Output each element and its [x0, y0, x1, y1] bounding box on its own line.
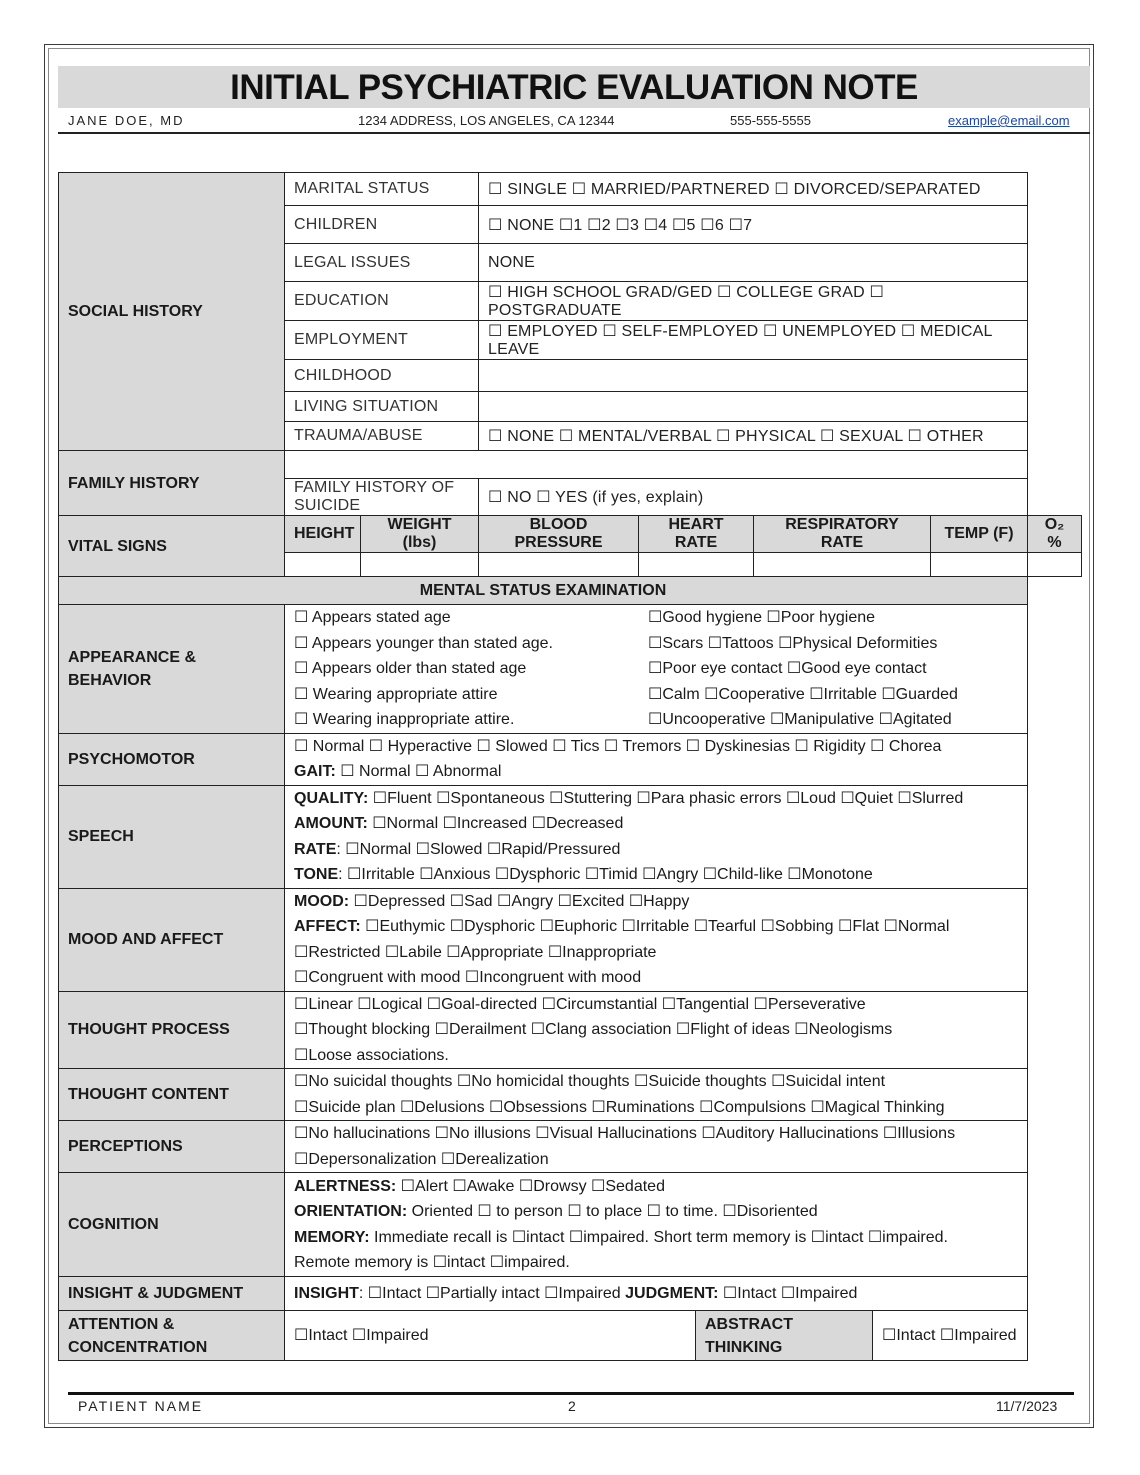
mood-label: MOOD: — [294, 892, 350, 910]
vital-header-hr: HEART RATE — [639, 516, 754, 553]
speech-rate-label: RATE — [294, 840, 337, 858]
speech-tone-label: TONE — [294, 866, 339, 883]
thought-content-label: THOUGHT CONTENT — [59, 1069, 285, 1121]
mse-row-perceptions — [59, 1121, 1082, 1173]
thought-process-line-2[interactable]: ☐Thought blocking ☐Derailment ☐Clang association ☐Flight of ideas ☐Neologisms — [294, 1021, 893, 1038]
appearance-right-3[interactable]: ☐Poor eye contact ☐Good eye contact — [648, 660, 927, 677]
gait-options[interactable]: ☐ Normal ☐ Abnormal — [335, 763, 502, 780]
thought-process-line-3[interactable]: ☐Loose associations. — [294, 1046, 449, 1064]
vitals-header-row — [59, 516, 1082, 553]
mse-row-thought-process — [59, 991, 1082, 1069]
header-divider — [58, 132, 1090, 134]
field-trauma-abuse: TRAUMA/ABUSE — [285, 422, 479, 451]
options-children[interactable]: ☐ NONE ☐1 ☐2 ☐3 ☐4 ☐5 ☐6 ☐7 — [479, 206, 1028, 244]
alertness-label: ALERTNESS: — [294, 1177, 397, 1195]
mse-row-thought-content — [59, 1069, 1082, 1121]
vital-signs-label: VITAL SIGNS — [59, 516, 285, 577]
appearance-left-2[interactable]: ☐ Appears younger than stated age. — [294, 634, 553, 652]
mood-options[interactable]: ☐Depressed ☐Sad ☐Angry ☐Excited ☐Happy — [349, 892, 690, 910]
psychomotor-label: PSYCHOMOTOR — [59, 733, 285, 785]
cognition-options[interactable] — [285, 1173, 1028, 1277]
mse-row-cognition — [59, 1173, 1082, 1277]
doctor-email-link[interactable]: example@email.com — [948, 113, 1070, 128]
mse-row-psychomotor — [59, 733, 1082, 785]
insight-judgment-label: INSIGHT & JUDGMENT — [59, 1277, 285, 1311]
thought-content-line-1[interactable]: ☐No suicidal thoughts ☐No homicidal thoughts ☐Suicide thoughts ☐Suicidal intent — [294, 1073, 886, 1090]
speech-rate-line[interactable] — [294, 837, 1018, 863]
attention-options[interactable]: ☐Intact ☐Impaired — [285, 1311, 696, 1361]
options-marital-status[interactable]: ☐ SINGLE ☐ MARRIED/PARTNERED ☐ DIVORCED/SEPARATED — [479, 173, 1028, 206]
field-education: EDUCATION — [285, 282, 479, 321]
thought-process-options[interactable] — [285, 991, 1028, 1069]
judgment-label: JUDGMENT: — [625, 1284, 719, 1302]
speech-quality-label: QUALITY: — [294, 789, 369, 807]
evaluation-form-table — [58, 172, 1082, 1361]
value-legal-issues[interactable]: NONE — [479, 244, 1028, 282]
footer-page-number: 2 — [568, 1398, 576, 1414]
vital-input-hr[interactable] — [639, 553, 754, 577]
speech-options[interactable] — [285, 785, 1028, 888]
thought-content-options[interactable] — [285, 1069, 1028, 1121]
abstract-thinking-options[interactable]: ☐Intact ☐Impaired — [873, 1311, 1028, 1361]
vital-header-height: HEIGHT — [285, 516, 361, 553]
footer-divider — [68, 1392, 1074, 1395]
insight-judgment-options[interactable] — [285, 1277, 1028, 1311]
appearance-options[interactable] — [285, 605, 1028, 734]
abstract-thinking-label: ABSTRACT THINKING — [696, 1311, 873, 1361]
appearance-label: APPEARANCE & BEHAVIOR — [59, 605, 285, 734]
title-bar — [58, 66, 1090, 108]
appearance-left-4[interactable]: ☐ Wearing appropriate attire — [294, 685, 498, 703]
vital-input-height[interactable] — [285, 553, 361, 577]
appearance-right-1[interactable]: ☐Good hygiene ☐Poor hygiene — [648, 609, 876, 626]
vital-input-o2[interactable] — [1028, 553, 1082, 577]
appearance-right-4[interactable]: ☐Calm ☐Cooperative ☐Irritable ☐Guarded — [648, 685, 958, 703]
vital-header-bp: BLOOD PRESSURE — [479, 516, 639, 553]
affect-label: AFFECT: — [294, 918, 361, 935]
mse-heading-row — [59, 577, 1082, 605]
mse-row-attention — [59, 1311, 1082, 1361]
page-title: INITIAL PSYCHIATRIC EVALUATION NOTE — [230, 68, 918, 107]
social-history-label: SOCIAL HISTORY — [59, 173, 285, 451]
judgment-options[interactable]: ☐Intact ☐Impaired — [718, 1284, 858, 1302]
appearance-right-2[interactable]: ☐Scars ☐Tattoos ☐Physical Deformities — [648, 634, 938, 652]
insight-label: INSIGHT — [294, 1284, 359, 1302]
field-living-situation: LIVING SITUATION — [285, 392, 479, 422]
perceptions-label: PERCEPTIONS — [59, 1121, 285, 1173]
vital-input-weight[interactable] — [361, 553, 479, 577]
footer-date: 11/7/2023 — [996, 1398, 1058, 1414]
gait-line[interactable] — [294, 759, 1018, 785]
orientation-label: ORIENTATION: — [294, 1203, 408, 1220]
mood-affect-label: MOOD AND AFFECT — [59, 888, 285, 991]
mse-row-appearance — [59, 605, 1082, 734]
memory-options[interactable]: Immediate recall is ☐intact ☐impaired. Short term memory is ☐intact ☐impaired. — [369, 1228, 948, 1246]
affect-line-3[interactable]: ☐Restricted ☐Labile ☐Appropriate ☐Inappropriate — [294, 943, 657, 961]
vital-header-temp: TEMP (F) — [931, 516, 1028, 553]
insight-options[interactable]: : ☐Intact ☐Partially intact ☐Impaired — [358, 1284, 626, 1302]
appearance-left-3[interactable]: ☐ Appears older than stated age — [294, 660, 527, 677]
field-marital-status: MARITAL STATUS — [285, 173, 479, 206]
attention-label: ATTENTION & CONCENTRATION — [59, 1311, 285, 1361]
memory-line[interactable] — [294, 1225, 1018, 1251]
field-family-suicide: FAMILY HISTORY OF SUICIDE — [285, 479, 479, 516]
alertness-line[interactable] — [294, 1174, 1018, 1200]
thought-process-line-1[interactable]: ☐Linear ☐Logical ☐Goal-directed ☐Circumstantial ☐Tangential ☐Perseverative — [294, 995, 866, 1013]
doctor-phone: 555-555-5555 — [730, 113, 811, 128]
options-trauma-abuse[interactable]: ☐ NONE ☐ MENTAL/VERBAL ☐ PHYSICAL ☐ SEXUAL ☐ OTHER — [479, 422, 1028, 451]
field-children: CHILDREN — [285, 206, 479, 244]
psychomotor-options[interactable] — [285, 733, 1028, 785]
affect-options[interactable]: ☐Euthymic ☐Dysphoric ☐Euphoric ☐Irritable ☐Tearful ☐Sobbing ☐Flat ☐Normal — [360, 918, 950, 935]
vital-header-o2: O₂ % — [1028, 516, 1082, 553]
alertness-options[interactable]: ☐Alert ☐Awake ☐Drowsy ☐Sedated — [396, 1177, 665, 1195]
mse-row-mood — [59, 888, 1082, 991]
options-employment[interactable]: ☐ EMPLOYED ☐ SELF-EMPLOYED ☐ UNEMPLOYED ☐ MEDICAL LEAVE — [479, 321, 1028, 360]
appearance-right-5[interactable]: ☐Uncooperative ☐Manipulative ☐Agitated — [648, 711, 952, 728]
vital-header-rr: RESPIRATORY RATE — [754, 516, 931, 553]
field-childhood: CHILDHOOD — [285, 360, 479, 392]
speech-label: SPEECH — [59, 785, 285, 888]
affect-line[interactable] — [294, 914, 1018, 940]
vital-input-bp[interactable] — [479, 553, 639, 577]
mse-heading: MENTAL STATUS EXAMINATION — [59, 577, 1028, 605]
footer-patient-name: PATIENT NAME — [78, 1398, 204, 1414]
orientation-options[interactable]: Oriented ☐ to person ☐ to place ☐ to time. ☐Disoriented — [407, 1203, 818, 1220]
vital-header-weight: WEIGHT (lbs) — [361, 516, 479, 553]
speech-quality-options[interactable]: ☐Fluent ☐Spontaneous ☐Stuttering ☐Para phasic errors ☐Loud ☐Quiet ☐Slurred — [368, 789, 964, 807]
thought-content-line-2[interactable]: ☐Suicide plan ☐Delusions ☐Obsessions ☐Ruminations ☐Compulsions ☐Magical Thinking — [294, 1098, 945, 1116]
value-childhood[interactable] — [479, 360, 1028, 392]
mood-affect-options[interactable] — [285, 888, 1028, 991]
family-row-notes — [59, 451, 1082, 479]
perceptions-options[interactable] — [285, 1121, 1028, 1173]
speech-rate-options[interactable]: : ☐Normal ☐Slowed ☐Rapid/Pressured — [336, 840, 621, 858]
appearance-left-5[interactable]: ☐ Wearing inappropriate attire. — [294, 711, 515, 728]
speech-tone-options[interactable]: : ☐Irritable ☐Anxious ☐Dysphoric ☐Timid ☐Angry ☐Child-like ☐Monotone — [338, 866, 873, 883]
perceptions-line-1[interactable]: ☐No hallucinations ☐No illusions ☐Visual Hallucinations ☐Auditory Hallucinations ☐Illusions — [294, 1125, 956, 1142]
speech-amount-line[interactable] — [294, 811, 1018, 837]
mood-line[interactable] — [294, 889, 1018, 915]
field-employment: EMPLOYMENT — [285, 321, 479, 360]
doctor-name: JANE DOE, MD — [68, 113, 185, 128]
family-history-label: FAMILY HISTORY — [59, 451, 285, 516]
cognition-label: COGNITION — [59, 1173, 285, 1277]
value-living-situation[interactable] — [479, 392, 1028, 422]
affect-line-4[interactable]: ☐Congruent with mood ☐Incongruent with mood — [294, 969, 642, 986]
options-education[interactable]: ☐ HIGH SCHOOL GRAD/GED ☐ COLLEGE GRAD ☐ POSTGRADUATE — [479, 282, 1028, 321]
doctor-address: 1234 ADDRESS, LOS ANGELES, CA 12344 — [358, 113, 615, 128]
speech-quality-line[interactable] — [294, 786, 1018, 812]
speech-amount-options[interactable]: ☐Normal ☐Increased ☐Decreased — [367, 815, 624, 832]
mse-row-speech — [59, 785, 1082, 888]
social-row-marital — [59, 173, 1082, 206]
mse-row-insight — [59, 1277, 1082, 1311]
family-history-notes[interactable] — [285, 451, 1028, 479]
speech-amount-label: AMOUNT: — [294, 815, 368, 832]
thought-process-label: THOUGHT PROCESS — [59, 991, 285, 1069]
gait-label: GAIT: — [294, 763, 336, 780]
field-legal-issues: LEGAL ISSUES — [285, 244, 479, 282]
vital-input-rr[interactable] — [754, 553, 931, 577]
appearance-left-1[interactable]: ☐ Appears stated age — [294, 609, 451, 626]
psychomotor-line[interactable]: ☐ Normal ☐ Hyperactive ☐ Slowed ☐ Tics ☐ Tremors ☐ Dyskinesias ☐ Rigidity ☐ Chorea — [294, 737, 942, 755]
perceptions-line-2[interactable]: ☐Depersonalization ☐Derealization — [294, 1150, 549, 1168]
memory-label: MEMORY: — [294, 1228, 370, 1246]
speech-tone-line[interactable] — [294, 862, 1018, 888]
remote-memory-line[interactable]: Remote memory is ☐intact ☐impaired. — [294, 1254, 570, 1271]
vital-input-temp[interactable] — [931, 553, 1028, 577]
orientation-line[interactable] — [294, 1199, 1018, 1225]
options-family-suicide[interactable]: ☐ NO ☐ YES (if yes, explain) — [479, 479, 1028, 516]
